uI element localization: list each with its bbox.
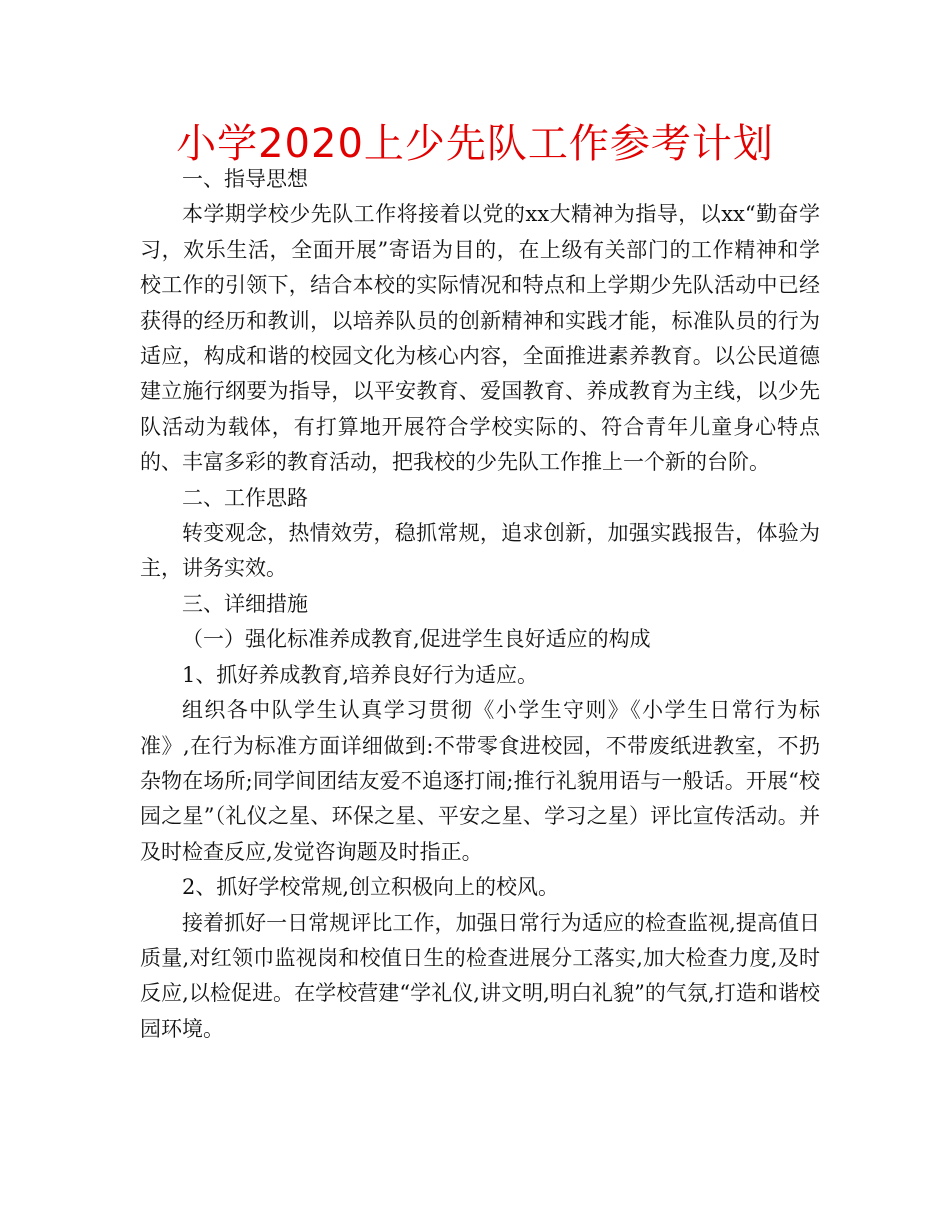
section-heading-work-approach: 二、工作思路 xyxy=(182,485,308,510)
subheading-habit-education: （一）强化标准养成教育,促进学生良好适应的构成 xyxy=(182,627,651,652)
paragraph-item-1: 组织各中队学生认真学习贯彻《小学生守则》《小学生日常行为标准》,在行为标准方面详细做到:不带零食进校园，不带废纸进教室，不扔杂物在场所;同学间团结友爱不追逐打闹;推行礼貌用语与一般话。开展“校园之星”（礼仪之星、环保之星、平安之星、学习之星）评比宣传活动。并及时检查反应,发觉咨询题及时指正。 xyxy=(140,698,820,864)
section-heading-measures: 三、详细措施 xyxy=(182,591,308,616)
document-title: 小学2020上少先队工作参考计划 xyxy=(176,121,774,167)
item-heading-2: 2、抓好学校常规,创立积极向上的校风。 xyxy=(182,875,560,900)
paragraph-item-2: 接着抓好一日常规评比工作，加强日常行为适应的检查监视,提高值日质量,对红领巾监视岗和校值日生的检查进展分工落实,加大检查力度,及时反应,以检促进。在学校营建“学礼仪,讲文明,明白礼貌”的气氛,打造和谐校园环境。 xyxy=(140,910,820,1041)
document-body xyxy=(140,162,820,1047)
item-heading-1: 1、抓好养成教育,培养良好行为适应。 xyxy=(182,662,539,687)
paragraph-guiding-thought: 本学期学校少先队工作将接着以党的xx大精神为指导，以xx“勤奋学习，欢乐生活，全面开展”寄语为目的，在上级有关部门的工作精神和学校工作的引领下，结合本校的实际情况和特点和上学期少先队活动中已经获得的经历和教训，以培养队员的创新精神和实践才能，标准队员的行为适应，构成和谐的校园文化为核心内容，全面推进素养教育。以公民道德建立施行纲要为指导，以平安教育、爱国教育、养成教育为主线，以少先队活动为载体，有打算地开展符合学校实际的、符合青年儿童身心特点的、丰富多彩的教育活动，把我校的少先队工作推上一个新的台阶。 xyxy=(140,202,820,475)
section-heading-guiding-thought: 一、指导思想 xyxy=(182,167,308,191)
paragraph-work-approach: 转变观念，热情效劳，稳抓常规，追求创新，加强实践报告，体验为主，讲务实效。 xyxy=(140,521,820,581)
